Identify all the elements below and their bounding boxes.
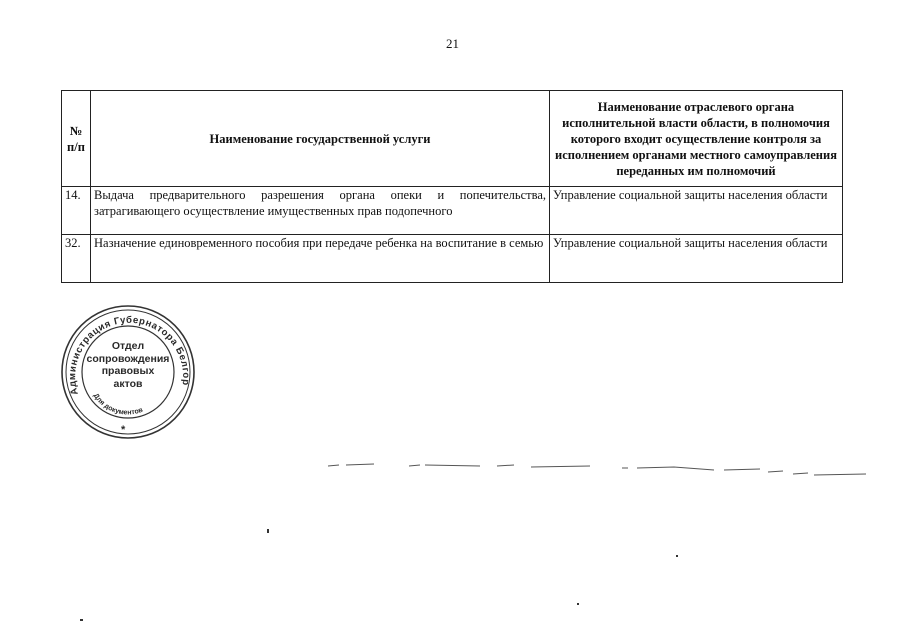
row-agency: Управление социальной защиты населения области [550, 187, 843, 235]
dashed-line-artifact [328, 464, 866, 475]
header-agency: Наименование отраслевого органа исполнительной власти области, в полномочия которого входит осуществление контроля за исполнением органами местного самоуправления переданных им полномочий [550, 91, 843, 187]
stamp-ring-text: Администрация Губернатора Белгор [67, 314, 192, 397]
page-number: 21 [446, 36, 459, 51]
stamp-star-icon: * [121, 424, 126, 436]
stamp-center-line: актов [113, 377, 143, 390]
row-num: 32. [62, 235, 91, 283]
row-agency: Управление социальной защиты населения области [550, 235, 843, 283]
stamp-center-line: Отдел [111, 340, 145, 352]
stamp-center-line: сопровождения [86, 352, 170, 365]
header-num: № п/п [62, 91, 91, 187]
row-service: Назначение единовременного пособия при передаче ребенка на воспитание в семью [91, 235, 550, 283]
stamp-center-line: правовых [101, 365, 155, 377]
speck-artifacts [80, 529, 678, 621]
header-service: Наименование государственной услуги [91, 91, 550, 187]
row-service: Выдача предварительного разрешения органа опеки и попечительства, затрагивающего осуществление имущественных прав подопечного [91, 187, 550, 235]
stamp-inner-arc-text: Для документов [91, 392, 144, 417]
row-num: 14. [62, 187, 91, 235]
